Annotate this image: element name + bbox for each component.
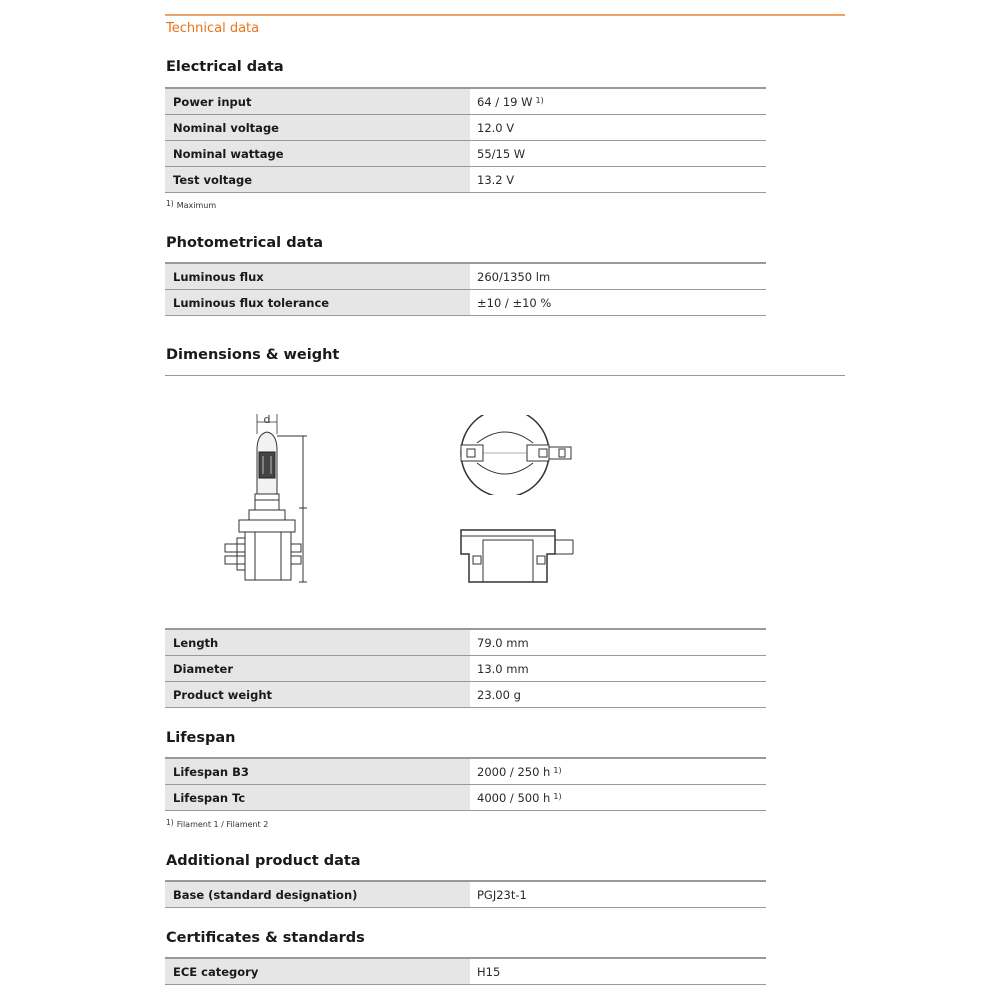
- table-row: [165, 759, 766, 785]
- electrical-title: Electrical data: [166, 59, 284, 75]
- row-value: H15: [477, 964, 501, 979]
- row-key: Nominal voltage: [173, 120, 279, 135]
- row-key: Luminous flux: [173, 269, 264, 284]
- photometrical-title: Photometrical data: [166, 235, 324, 251]
- row-value: 23.00 g: [477, 687, 521, 702]
- table-row: [165, 682, 766, 708]
- row-key: Luminous flux tolerance: [173, 295, 330, 310]
- table-row: [165, 115, 766, 141]
- row-value: 13.0 mm: [477, 661, 529, 676]
- certificates-table: [165, 957, 766, 985]
- electrical-footnote: $^{1)}$ Maximum: [166, 199, 217, 210]
- table-row: [165, 785, 766, 811]
- table-row: [165, 89, 766, 115]
- row-value: 55/15 W: [477, 146, 526, 161]
- additional-table: [165, 880, 766, 908]
- row-value: 79.0 mm: [477, 635, 529, 650]
- row-key: Lifespan Tc: [173, 790, 246, 805]
- row-value: ±10 / ±10 %: [477, 295, 552, 310]
- footnote-ref: 1): [553, 765, 562, 775]
- base-front-drawing: [455, 526, 580, 588]
- table-row: [165, 882, 766, 908]
- dimensions-rule: [165, 375, 845, 376]
- row-key: Test voltage: [173, 172, 253, 187]
- additional-title: Additional product data: [166, 853, 361, 869]
- header-rule: [165, 14, 845, 16]
- table-row: [165, 141, 766, 167]
- bulb-side-drawing: [215, 412, 315, 592]
- table-row: [165, 630, 766, 656]
- row-key: Nominal wattage: [173, 146, 284, 161]
- row-key: Product weight: [173, 687, 273, 702]
- row-key: Diameter: [173, 661, 233, 676]
- row-key: Lifespan B3: [173, 764, 249, 779]
- photometrical-table: [165, 262, 766, 316]
- table-row: [165, 264, 766, 290]
- footnote-ref: 1): [535, 95, 544, 105]
- table-row: [165, 290, 766, 316]
- page-label: Technical data: [166, 21, 260, 36]
- table-row: [165, 959, 766, 985]
- footnote-ref: 1): [553, 791, 562, 801]
- electrical-table: [165, 87, 766, 193]
- base-top-drawing: [455, 415, 580, 495]
- lifespan-title: Lifespan: [166, 730, 236, 746]
- row-value: 64 / 19 W $^{1)}$: [477, 94, 544, 109]
- row-value: 260/1350 lm: [477, 269, 551, 284]
- row-key: Base (standard designation): [173, 887, 358, 902]
- row-value: 4000 / 500 h $^{1)}$: [477, 790, 562, 805]
- row-key: ECE category: [173, 964, 259, 979]
- row-key: Power input: [173, 94, 252, 109]
- dimensions-table: [165, 628, 766, 708]
- lifespan-table: [165, 757, 766, 811]
- diameter-label: d: [263, 413, 271, 426]
- dimensions-title: Dimensions & weight: [166, 347, 340, 363]
- row-value: 12.0 V: [477, 120, 515, 135]
- certificates-title: Certificates & standards: [166, 930, 365, 946]
- table-row: [165, 167, 766, 193]
- lifespan-footnote: $^{1)}$ Filament 1 / Filament 2: [166, 818, 269, 829]
- row-value: 13.2 V: [477, 172, 515, 187]
- row-value: 2000 / 250 h $^{1)}$: [477, 764, 562, 779]
- row-key: Length: [173, 635, 219, 650]
- table-row: [165, 656, 766, 682]
- row-value: PGJ23t-1: [477, 887, 527, 902]
